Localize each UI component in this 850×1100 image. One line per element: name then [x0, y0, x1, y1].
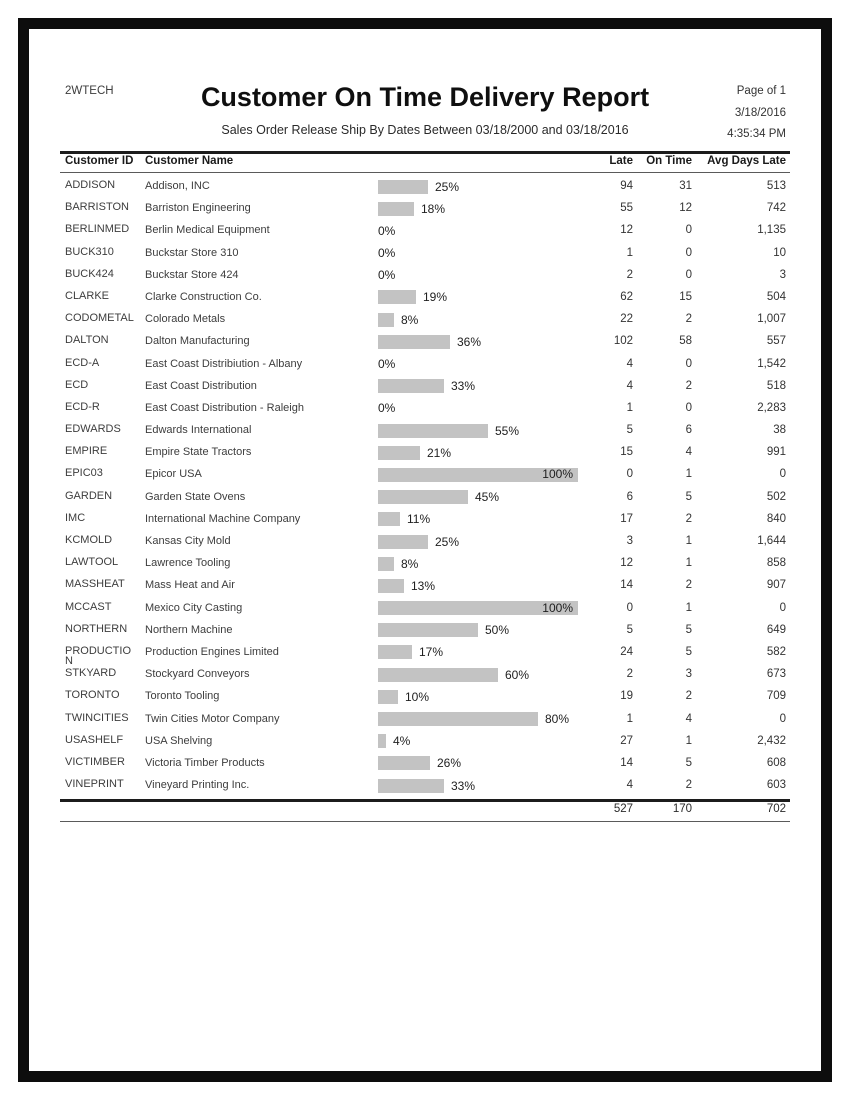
customer-name-cell: Buckstar Store 424: [145, 268, 239, 281]
header-top-rule: [60, 151, 790, 154]
late-percent-label: 50%: [485, 623, 510, 638]
customer-name-cell: Dalton Manufacturing: [145, 335, 250, 348]
late-percent-bar-cell: [378, 268, 578, 283]
on-time-count-cell: 0: [685, 401, 692, 414]
on-time-count-cell: 1: [685, 734, 692, 747]
table-row: [0, 509, 850, 531]
late-percent-bar: [378, 623, 478, 637]
page-number-label: Page of 1: [736, 85, 786, 97]
report-subtitle: Sales Order Release Ship By Dates Between 03/18/2000 and 03/18/2016: [221, 123, 629, 137]
customer-name-cell: Victoria Timber Products: [145, 756, 265, 769]
on-time-count-cell: 2: [685, 512, 692, 525]
page-info-block: [600, 81, 786, 146]
avg-days-late-cell: 709: [766, 690, 786, 703]
customer-name-cell: Empire State Tractors: [145, 446, 252, 459]
header-avg-days-late: Avg Days Late: [707, 155, 786, 167]
late-percent-bar-cell: [378, 623, 578, 638]
avg-days-late-cell: 1,135: [757, 224, 786, 237]
on-time-count-cell: 0: [685, 224, 692, 237]
total-on-time: 170: [672, 803, 692, 815]
late-percent-label: 4%: [393, 734, 411, 749]
late-percent-label: 26%: [437, 756, 462, 771]
late-percent-label: 18%: [421, 201, 446, 216]
late-percent-label: 55%: [495, 423, 520, 438]
on-time-count-cell: 5: [685, 756, 692, 769]
on-time-count-cell: 0: [685, 268, 692, 281]
late-percent-bar: [378, 535, 428, 549]
on-time-count-cell: 5: [685, 623, 692, 636]
late-percent-bar: [378, 756, 430, 770]
customer-id-cell: EMPIRE: [65, 445, 108, 458]
customer-id-cell: VINEPRINT: [65, 778, 124, 791]
on-time-count-cell: 15: [679, 290, 692, 303]
late-percent-label: 0%: [378, 401, 396, 416]
header-late: Late: [609, 155, 633, 167]
avg-days-late-cell: 649: [766, 623, 786, 636]
total-late: 527: [613, 803, 633, 815]
late-percent-label: 45%: [475, 490, 500, 505]
customer-id-cell: CODOMETAL: [65, 312, 134, 325]
late-percent-bar-cell: [378, 712, 578, 727]
table-row: [0, 176, 850, 198]
on-time-count-cell: 6: [685, 424, 692, 437]
customer-id-cell: MCCAST: [65, 600, 112, 613]
late-percent-bar: [378, 313, 394, 327]
customer-name-cell: Stockyard Conveyors: [145, 668, 250, 681]
header-bottom-rule: [60, 172, 790, 173]
late-count-cell: 27: [620, 734, 633, 747]
avg-days-late-cell: 0: [779, 712, 786, 725]
late-count-cell: 14: [620, 756, 633, 769]
late-percent-bar-cell: [378, 556, 578, 571]
customer-id-cell: ECD: [65, 378, 89, 391]
late-percent-bar-cell: [378, 645, 578, 660]
late-count-cell: 3: [626, 535, 633, 547]
avg-days-late-cell: 557: [766, 335, 786, 348]
totals-top-rule: [60, 799, 790, 802]
avg-days-late-cell: 10: [773, 246, 786, 259]
table-row: [0, 709, 850, 731]
late-percent-bar-cell: [378, 756, 578, 771]
report-time: 4:35:34 PM: [727, 128, 786, 140]
late-percent-bar-cell: [378, 778, 578, 793]
customer-id-cell: PRODUCTION: [65, 644, 131, 668]
late-percent-label: 25%: [435, 179, 460, 194]
table-row: [0, 753, 850, 775]
customer-id-cell: ADDISON: [65, 179, 116, 191]
avg-days-late-cell: 907: [766, 579, 786, 592]
on-time-count-cell: 5: [685, 645, 692, 658]
late-percent-bar-cell: [378, 601, 578, 616]
on-time-count-cell: 1: [685, 557, 692, 570]
table-row: [0, 731, 850, 753]
customer-id-cell: BARRISTON: [65, 201, 129, 214]
late-count-cell: 0: [626, 601, 633, 614]
late-percent-label: 60%: [505, 667, 530, 682]
late-percent-label: 25%: [435, 534, 460, 549]
customer-id-cell: STKYARD: [65, 667, 117, 680]
late-percent-bar-cell: [378, 357, 578, 372]
avg-days-late-cell: 2,283: [757, 401, 786, 414]
on-time-count-cell: 2: [685, 379, 692, 392]
late-count-cell: 14: [620, 579, 633, 592]
late-percent-bar-cell: [378, 334, 578, 349]
late-percent-bar-cell: [378, 490, 578, 505]
late-percent-bar: [378, 290, 416, 304]
late-percent-label: 8%: [401, 312, 419, 327]
customer-id-cell: DALTON: [65, 334, 109, 347]
late-count-cell: 17: [620, 512, 633, 525]
avg-days-late-cell: 1,542: [757, 357, 786, 370]
late-percent-label: 100%: [542, 600, 573, 615]
late-count-cell: 22: [620, 313, 633, 326]
late-count-cell: 12: [620, 557, 633, 570]
late-percent-label: 8%: [401, 556, 419, 571]
table-header-row: [0, 155, 850, 171]
customer-name-cell: Vineyard Printing Inc.: [145, 779, 250, 792]
late-count-cell: 4: [626, 779, 633, 792]
late-count-cell: 94: [620, 180, 633, 192]
totals-bottom-rule: [60, 821, 790, 822]
late-percent-bar: [378, 557, 394, 571]
avg-days-late-cell: 673: [766, 668, 786, 681]
table-row: [0, 420, 850, 442]
late-percent-label: 21%: [427, 445, 452, 460]
late-count-cell: 62: [620, 290, 633, 303]
table-row: [0, 775, 850, 797]
late-percent-label: 17%: [419, 645, 444, 660]
table-row: [0, 331, 850, 353]
table-row: [0, 243, 850, 265]
late-percent-bar-cell: [378, 467, 578, 482]
late-percent-label: 100%: [542, 467, 573, 482]
late-percent-bar-cell: [378, 578, 578, 593]
table-row: [0, 354, 850, 376]
on-time-count-cell: 58: [679, 335, 692, 348]
table-row: [0, 265, 850, 287]
customer-name-cell: Lawrence Tooling: [145, 557, 231, 570]
late-count-cell: 102: [613, 335, 633, 348]
late-count-cell: 0: [626, 468, 633, 481]
late-count-cell: 6: [626, 490, 633, 503]
customer-name-cell: Kansas City Mold: [145, 535, 231, 547]
customer-id-cell: USASHELF: [65, 733, 124, 746]
late-percent-bar-cell: [378, 734, 578, 749]
on-time-count-cell: 1: [685, 535, 692, 547]
late-percent-label: 0%: [378, 357, 396, 371]
late-percent-bar-cell: [378, 423, 578, 438]
late-percent-label: 80%: [545, 712, 570, 726]
late-count-cell: 55: [620, 202, 633, 215]
on-time-count-cell: 2: [685, 690, 692, 703]
late-percent-bar: [378, 424, 488, 438]
on-time-count-cell: 0: [685, 357, 692, 370]
late-percent-bar: [378, 779, 444, 793]
late-percent-label: 13%: [411, 578, 436, 593]
late-percent-bar-cell: [378, 290, 578, 305]
avg-days-late-cell: 840: [766, 512, 786, 525]
customer-id-cell: KCMOLD: [65, 534, 113, 546]
avg-days-late-cell: 3: [779, 268, 786, 281]
table-row: [0, 220, 850, 242]
on-time-count-cell: 2: [685, 579, 692, 592]
late-count-cell: 5: [626, 623, 633, 636]
late-percent-bar-cell: [378, 179, 578, 194]
on-time-count-cell: 2: [685, 313, 692, 326]
late-percent-label: 0%: [378, 268, 396, 283]
late-percent-bar: [378, 490, 468, 504]
late-count-cell: 2: [626, 668, 633, 681]
late-percent-bar: [378, 202, 414, 216]
late-percent-bar: [378, 446, 420, 460]
customer-name-cell: Epicor USA: [145, 468, 202, 481]
customer-id-cell: ECD-R: [65, 400, 100, 413]
late-percent-bar: [378, 180, 428, 194]
late-count-cell: 19: [620, 690, 633, 703]
customer-id-cell: VICTIMBER: [65, 755, 125, 768]
customer-name-cell: Barriston Engineering: [145, 202, 251, 215]
late-count-cell: 1: [626, 401, 633, 414]
late-count-cell: 12: [620, 224, 633, 237]
company-name: 2WTECH: [65, 85, 114, 97]
customer-name-cell: USA Shelving: [145, 734, 213, 747]
customer-id-cell: ECD-A: [65, 356, 100, 369]
avg-days-late-cell: 858: [766, 557, 786, 570]
table-row: [0, 198, 850, 220]
late-percent-bar-cell: [378, 401, 578, 416]
late-percent-label: 33%: [451, 379, 476, 394]
late-count-cell: 1: [626, 246, 633, 259]
late-percent-label: 11%: [407, 512, 431, 527]
customer-name-cell: Clarke Construction Co.: [145, 290, 262, 303]
customer-name-cell: International Machine Company: [145, 512, 301, 525]
late-percent-bar-cell: [378, 312, 578, 327]
avg-days-late-cell: 2,432: [757, 734, 786, 747]
table-row: [0, 575, 850, 597]
avg-days-late-cell: 518: [766, 379, 786, 392]
late-percent-bar-cell: [378, 534, 578, 549]
avg-days-late-cell: 742: [766, 202, 786, 215]
late-percent-bar-cell: [378, 667, 578, 682]
late-count-cell: 2: [626, 268, 633, 281]
late-count-cell: 5: [626, 424, 633, 437]
customer-name-cell: Berlin Medical Equipment: [145, 224, 270, 237]
avg-days-late-cell: 608: [766, 756, 786, 769]
late-percent-bar-cell: [378, 201, 578, 216]
customer-name-cell: East Coast Distribution - Raleigh: [145, 401, 304, 414]
header-customer-name: Customer Name: [145, 155, 234, 167]
late-percent-bar: [378, 712, 538, 726]
late-count-cell: 24: [620, 645, 633, 658]
avg-days-late-cell: 582: [766, 645, 786, 658]
late-percent-label: 36%: [457, 334, 482, 349]
late-percent-label: 10%: [405, 689, 430, 704]
customer-name-cell: Mexico City Casting: [145, 601, 243, 614]
avg-days-late-cell: 1,007: [757, 313, 786, 326]
late-count-cell: 4: [626, 357, 633, 370]
avg-days-late-cell: 0: [779, 468, 786, 481]
customer-name-cell: East Coast Distribiution - Albany: [145, 357, 303, 370]
customer-name-cell: Garden State Ovens: [145, 490, 246, 503]
late-percent-bar: [378, 690, 398, 704]
totals-row: [0, 803, 850, 819]
late-percent-label: 33%: [451, 778, 476, 793]
on-time-count-cell: 1: [685, 601, 692, 614]
customer-name-cell: Edwards International: [145, 424, 252, 437]
table-row: [0, 398, 850, 420]
table-row: [0, 376, 850, 398]
table-row: [0, 642, 850, 668]
customer-id-cell: TWINCITIES: [65, 711, 129, 724]
customer-id-cell: MASSHEAT: [65, 578, 125, 591]
table-row: [0, 464, 850, 486]
table-row: [0, 598, 850, 620]
customer-name-cell: Mass Heat and Air: [145, 579, 235, 592]
table-row: [0, 664, 850, 686]
table-row: [0, 487, 850, 509]
on-time-count-cell: 4: [685, 712, 692, 725]
late-percent-bar: [378, 579, 404, 593]
avg-days-late-cell: 1,644: [757, 535, 786, 547]
customer-name-cell: Northern Machine: [145, 623, 233, 636]
on-time-count-cell: 31: [679, 180, 692, 192]
customer-name-cell: Toronto Tooling: [145, 690, 220, 703]
late-percent-bar: [378, 379, 444, 393]
customer-id-cell: IMC: [65, 511, 86, 524]
late-percent-bar-cell: [378, 689, 578, 704]
late-percent-bar-cell: [378, 246, 578, 261]
customer-id-cell: LAWTOOL: [65, 556, 119, 569]
customer-name-cell: Buckstar Store 310: [145, 246, 239, 259]
customer-name-cell: Twin Cities Motor Company: [145, 712, 280, 725]
on-time-count-cell: 3: [685, 668, 692, 681]
avg-days-late-cell: 38: [773, 424, 786, 437]
late-percent-bar-cell: [378, 445, 578, 460]
customer-name-cell: Colorado Metals: [145, 313, 226, 326]
table-row: [0, 686, 850, 708]
avg-days-late-cell: 502: [766, 490, 786, 503]
on-time-count-cell: 12: [679, 202, 692, 215]
customer-id-cell: EDWARDS: [65, 423, 121, 436]
on-time-count-cell: 0: [685, 246, 692, 259]
avg-days-late-cell: 504: [766, 290, 786, 303]
late-percent-bar: [378, 645, 412, 659]
avg-days-late-cell: 513: [766, 180, 786, 192]
late-count-cell: 4: [626, 379, 633, 392]
on-time-count-cell: 2: [685, 779, 692, 792]
table-row: [0, 553, 850, 575]
late-percent-bar-cell: [378, 223, 578, 238]
late-percent-label: 0%: [378, 223, 396, 238]
customer-id-cell: GARDEN: [65, 489, 113, 502]
table-row: [0, 442, 850, 464]
customer-id-cell: TORONTO: [65, 689, 120, 702]
table-row: [0, 620, 850, 642]
customer-id-cell: EPIC03: [65, 467, 103, 480]
avg-days-late-cell: 0: [779, 601, 786, 614]
header-on-time: On Time: [646, 155, 692, 167]
customer-id-cell: NORTHERN: [65, 622, 128, 635]
late-percent-bar-cell: [378, 379, 578, 394]
report-title: Customer On Time Delivery Report: [200, 82, 650, 112]
late-percent-bar: [378, 335, 450, 349]
late-percent-bar: [378, 668, 498, 682]
total-avg-days-late: 702: [766, 803, 786, 815]
late-count-cell: 1: [626, 712, 633, 725]
table-row: [0, 309, 850, 331]
table-row: [0, 287, 850, 309]
report-date: 3/18/2016: [734, 106, 786, 119]
late-count-cell: 15: [620, 446, 633, 459]
customer-name-cell: East Coast Distribution: [145, 379, 257, 392]
customer-name-cell: Addison, INC: [145, 180, 210, 192]
on-time-count-cell: 4: [685, 446, 692, 459]
late-percent-label: 0%: [378, 246, 396, 261]
late-percent-bar: [378, 734, 386, 748]
late-percent-label: 19%: [423, 290, 448, 305]
customer-id-cell: BUCK310: [65, 245, 114, 258]
table-body: [0, 176, 850, 797]
on-time-count-cell: 5: [685, 490, 692, 503]
late-percent-bar: [378, 512, 400, 526]
customer-name-cell: Production Engines Limited: [145, 645, 279, 658]
customer-id-cell: CLARKE: [65, 289, 110, 302]
avg-days-late-cell: 991: [766, 446, 786, 459]
avg-days-late-cell: 603: [766, 779, 786, 792]
header-customer-id: Customer ID: [65, 155, 134, 167]
table-row: [0, 531, 850, 553]
late-percent-bar-cell: [378, 512, 578, 527]
on-time-count-cell: 1: [685, 468, 692, 481]
customer-id-cell: BERLINMED: [65, 223, 130, 236]
customer-id-cell: BUCK424: [65, 267, 114, 280]
